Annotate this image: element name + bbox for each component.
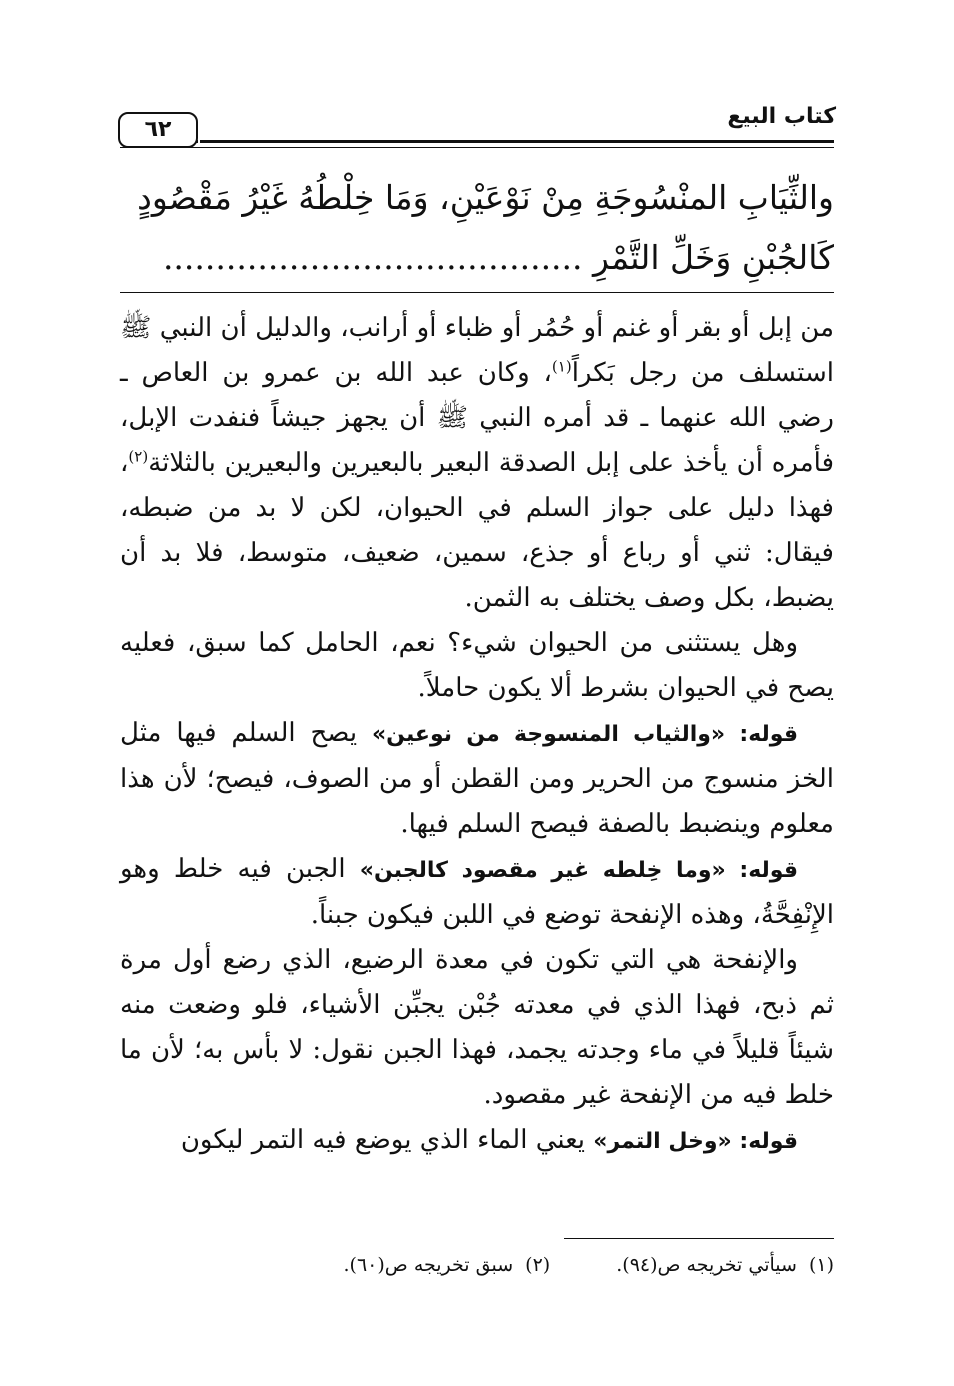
- footnotes: [120, 1250, 834, 1280]
- paragraph-4: [120, 847, 834, 938]
- paragraph-4-text: الجبن فيه خلط وهو الإِنْفِحَّةُ، وهذه الإنفحة توضع في اللبن فيكون جبناً.: [120, 854, 834, 930]
- page-number: ٦٢: [118, 112, 198, 148]
- footnote-ref-2: (٢): [128, 447, 149, 466]
- paragraph-6: [120, 1118, 834, 1164]
- paragraph-1-part-c: ، فهذا دليل على جواز السلم في الحيوان، لكن لا بد من ضبطه، فيقال: ثني أو رباع أو جذع، سمين، ضعيف، متوسط، فلا بد أن يضبط، بكل وصف يختلف به الثمن.: [120, 448, 834, 613]
- footnote-1: [616, 1250, 834, 1280]
- footnote-ref-1: (١): [551, 357, 572, 376]
- qawl-label-1: قوله: «والثياب المنسوجة من نوعين»: [371, 722, 798, 747]
- paragraph-5: والإنفحة هي التي تكون في معدة الرضيع، الذي رضع أول مرة ثم ذبح، فهذا الذي في معدته جُبْن يجبِّن الأشياء، فلو وضعت منه شيئاً قليلاً في ماء وجدته يجمد، فهذا الجبن نقول: لا بأس به؛ لأن ما خلط فيه من الإنفحة غير مقصود.: [120, 945, 834, 1110]
- paragraph-3-text: يصح السلم فيها مثل الخز منسوج من الحرير ومن القطن أو من الصوف، فيصح؛ لأن هذا معلوم وينضبط بالصفة فيصح السلم فيها.: [120, 718, 834, 839]
- paragraph-1-part-b: ، وكان عبد الله بن عمرو بن العاص ـ رضي الله عنهما ـ قد أمره النبي ﷺ أن يجهز جيشاً فنفدت الإبل، فأمره أن يأخذ على إبل الصدقة البعير بالبعيرين والبعيرين بالثلاثة: [120, 358, 834, 478]
- matn-line-1: والثِّيَابِ المنْسُوجَةِ مِنْ نَوْعَيْنِ، وَمَا خِلْطُهُ غَيْرُ مَقْصُودٍ: [137, 178, 834, 217]
- paragraph-6-text: يعني الماء الذي يوضع فيه التمر ليكون: [180, 1125, 594, 1155]
- footnote-2: [344, 1250, 551, 1280]
- paragraph-3: [120, 711, 834, 847]
- footnote-1-number: (١): [808, 1254, 834, 1276]
- matn-text: [120, 168, 834, 288]
- footnote-1-text: سيأتي تخريجه ص(٩٤).: [616, 1254, 797, 1276]
- running-header: [118, 104, 836, 164]
- chapter-title: كتاب البيع: [727, 104, 836, 129]
- footnote-rule: [564, 1238, 834, 1239]
- footnote-2-text: سبق تخريجه ص(٦٠).: [343, 1254, 514, 1276]
- header-rule-thick: [200, 140, 834, 143]
- matn-line-2: كَالجُبْنِ وَخَلِّ التَّمْرِ ........................................: [162, 238, 834, 277]
- qawl-label-2: قوله: «وما خِلطه غير مقصود كالجبن»: [359, 858, 799, 883]
- footnote-2-number: (٢): [525, 1254, 551, 1276]
- paragraph-1: [120, 306, 834, 621]
- matn-separator: [120, 292, 834, 293]
- paragraph-2: وهل يستثنى من الحيوان شيء؟ نعم، الحامل كما سبق، فعليه يصح في الحيوان بشرط ألا يكون حاملاً.: [120, 628, 834, 703]
- qawl-label-3: قوله: «وخل التمر»: [593, 1129, 798, 1154]
- commentary-body: [120, 306, 834, 1164]
- paragraph-1-part-a: من إبل أو بقر أو غنم أو حُمُر أو ظباء أو أرانب، والدليل أن النبي ﷺ استسلف من رجل بَكراً: [120, 313, 834, 388]
- header-rule-thin: [120, 147, 834, 148]
